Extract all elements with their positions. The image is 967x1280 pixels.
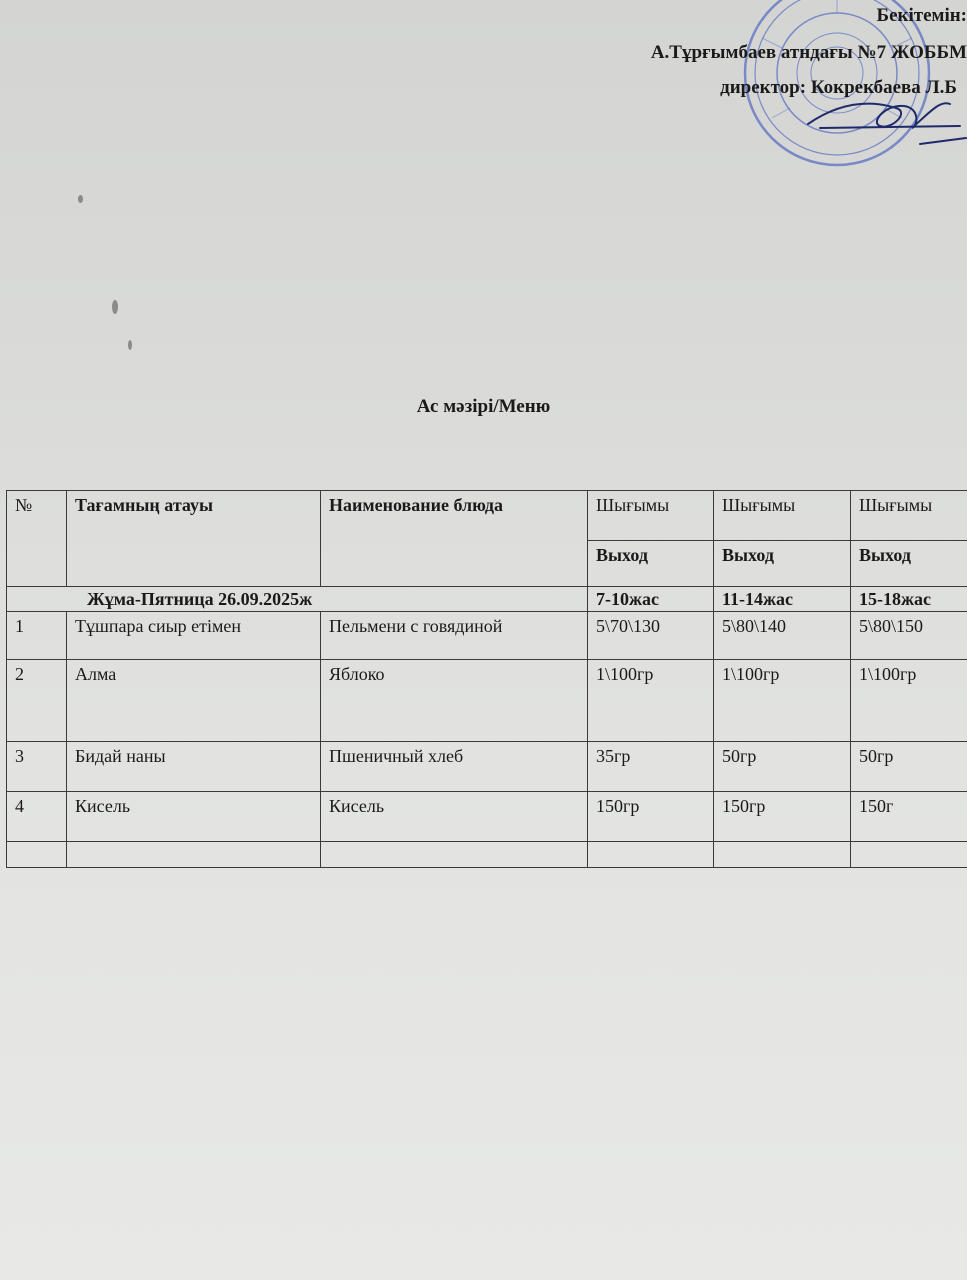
dish-name-ru: Кисель [321,792,588,842]
header-output-ru: Выход [588,541,714,587]
dish-name-kz: Тұшпара сиыр етімен [67,612,321,660]
school-name: А.Тұрғымбаев атндағы №7 ЖОББМ [650,42,967,63]
row-number: 3 [7,742,67,792]
header-output-kz: Шығымы [588,491,714,541]
approval-heading: Бекітемін: [876,5,967,26]
empty-row [7,842,967,868]
dish-name-kz: Бидай наны [67,742,321,792]
menu-table [6,490,967,868]
age-group: 7-10жас [588,587,714,612]
paper-smudge [112,300,118,314]
header-row [7,491,967,541]
portion-cell: 5\70\130 [588,612,714,660]
header-output-ru: Выход [851,541,967,587]
portion-cell: 150гр [588,792,714,842]
portion-cell: 1\100гр [714,660,851,742]
dish-name-ru: Пшеничный хлеб [321,742,588,792]
dish-name-kz: Алма [67,660,321,742]
dish-name-ru: Яблоко [321,660,588,742]
day-label: Жұма-Пятница 26.09.2025ж [7,587,588,612]
portion-cell: 5\80\150 [851,612,967,660]
paper-smudge [78,195,83,203]
portion-cell: 5\80\140 [714,612,851,660]
portion-cell: 35гр [588,742,714,792]
director-signature [800,82,967,162]
portion-cell: 1\100гр [588,660,714,742]
page-title: Ас мәзірі/Меню [416,396,551,417]
header-output-ru: Выход [714,541,851,587]
portion-cell: 1\100гр [851,660,967,742]
row-number: 2 [7,660,67,742]
table-row [7,660,967,742]
age-group: 11-14жас [714,587,851,612]
table-row [7,742,967,792]
header-output-kz: Шығымы [851,491,967,541]
header-name-ru: Наименование блюда [321,491,588,587]
table-row [7,792,967,842]
dish-name-ru: Пельмени с говядиной [321,612,588,660]
portion-cell: 150гр [714,792,851,842]
day-row [7,587,967,612]
portion-cell: 50гр [714,742,851,792]
portion-cell: 50гр [851,742,967,792]
dish-name-kz: Кисель [67,792,321,842]
paper-smudge [128,340,132,350]
portion-cell: 150г [851,792,967,842]
header-name-kz: Тағамның атауы [67,491,321,587]
director-name: директор: Кокрекбаева Л.Б [720,77,957,98]
table-row [7,612,967,660]
row-number: 4 [7,792,67,842]
header-number: № [7,491,67,587]
row-number: 1 [7,612,67,660]
header-output-kz: Шығымы [714,491,851,541]
age-group: 15-18жас [851,587,967,612]
